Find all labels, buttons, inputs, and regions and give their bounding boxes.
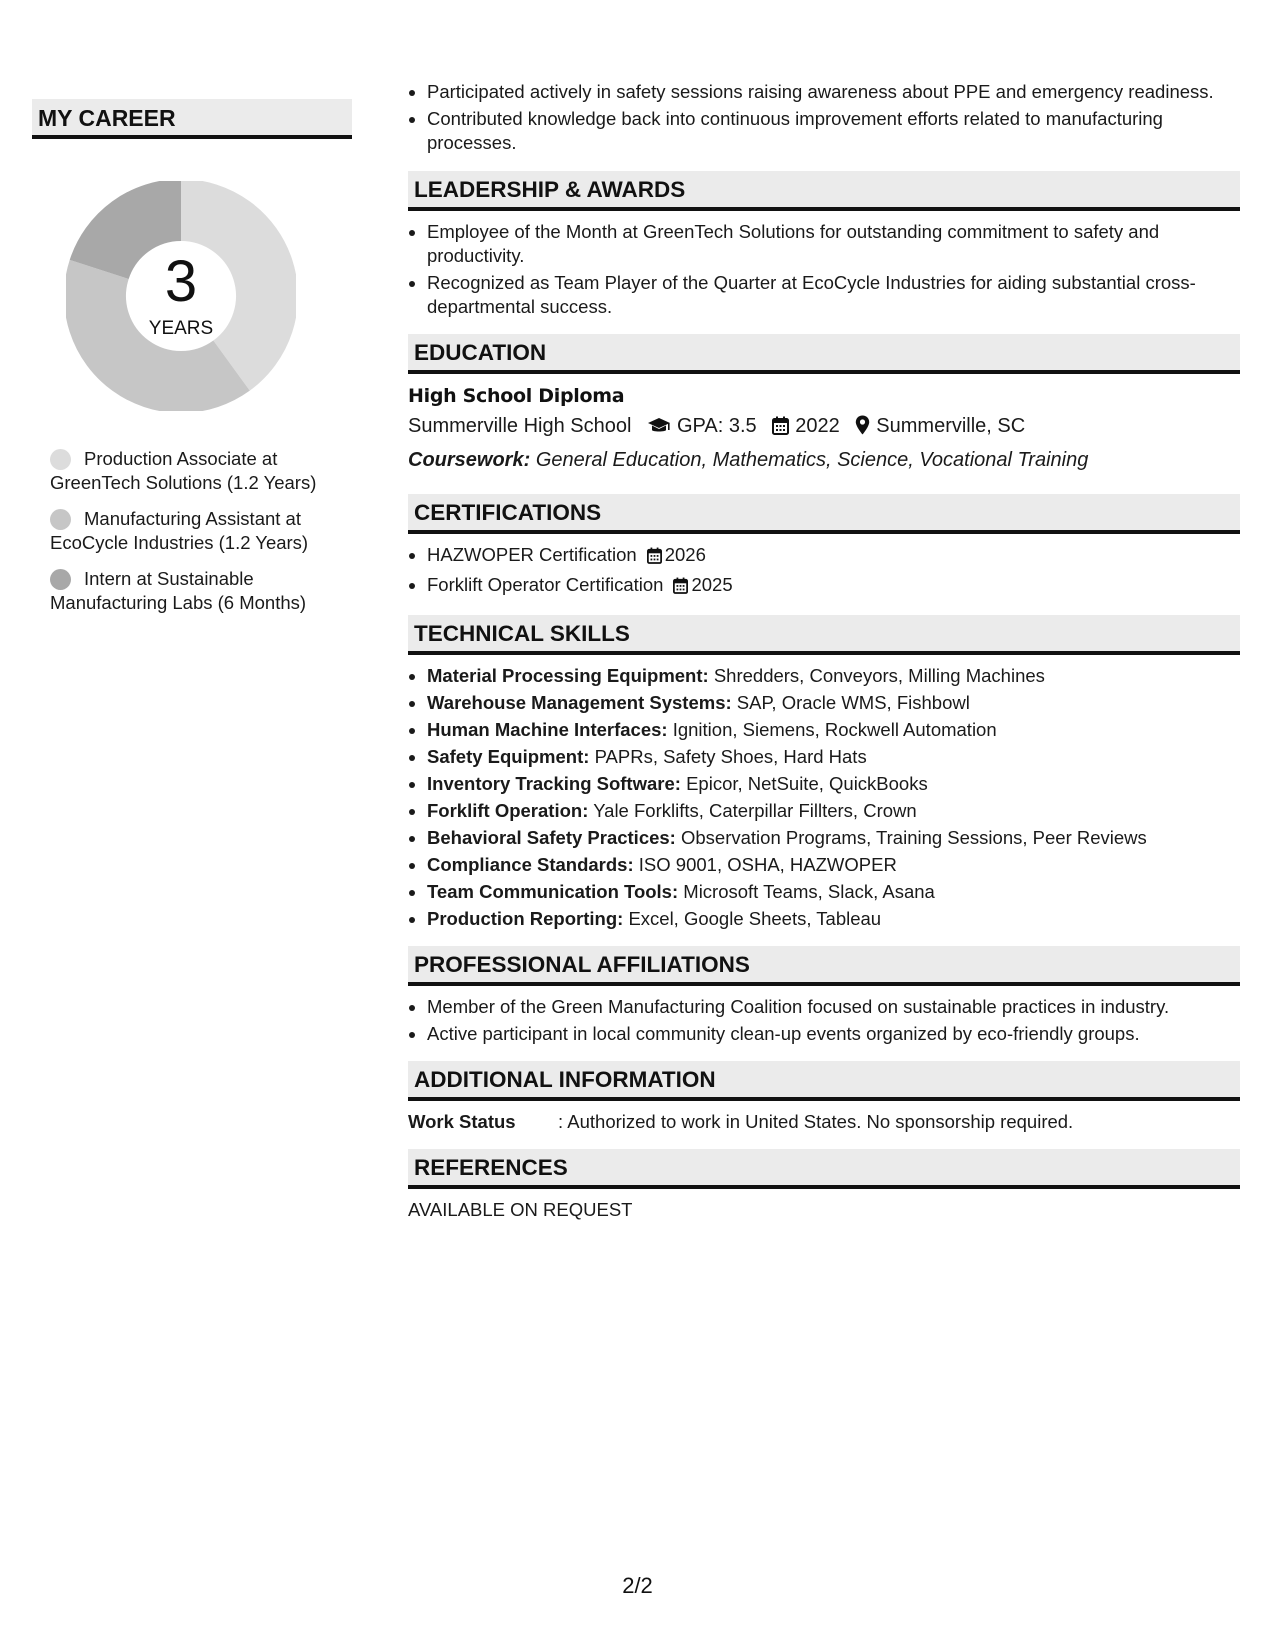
- list-item: • Member of the Green Manufacturing Coalition focused on sustainable practices in industry.: [427, 995, 1240, 1019]
- skill-label: Material Processing Equipment:: [427, 665, 709, 686]
- career-heading: MY CAREER: [32, 99, 352, 139]
- calendar-icon: [772, 415, 789, 443]
- list-item: [427, 772, 1240, 796]
- legend-item: [50, 447, 332, 495]
- skill-label: Warehouse Management Systems:: [427, 692, 732, 713]
- section-title: EDUCATION: [408, 334, 1240, 374]
- list-item: [427, 664, 1240, 688]
- years-unit: YEARS: [148, 318, 214, 339]
- education-section: [408, 334, 1240, 474]
- legend-dot-icon: [50, 569, 71, 590]
- list-item: [427, 853, 1240, 877]
- list-item: [427, 745, 1240, 769]
- list-item: [427, 718, 1240, 742]
- legend-item-text: Manufacturing Assistant at EcoCycle Industries (1.2 Years): [50, 508, 309, 553]
- list-item: [427, 880, 1240, 904]
- legend-item: [50, 507, 332, 555]
- certification-name: HAZWOPER Certification: [427, 544, 637, 565]
- graduation-year: 2022: [795, 415, 840, 437]
- work-status-label: Work Status: [408, 1111, 516, 1132]
- additional-info-section: [408, 1061, 1240, 1134]
- list-item: • Recognized as Team Player of the Quarter at EcoCycle Industries for aiding substantial cross-departmental success.: [427, 271, 1240, 319]
- graduation-cap-icon: [647, 415, 671, 443]
- references-section: [408, 1149, 1240, 1222]
- donut-center: [66, 181, 296, 411]
- work-status-row: [408, 1110, 1240, 1134]
- skill-value: Excel, Google Sheets, Tableau: [628, 908, 882, 929]
- skill-value: Observation Programs, Training Sessions, Peer Reviews: [681, 827, 1147, 848]
- leadership-section: [408, 171, 1240, 319]
- sidebar: [32, 99, 352, 627]
- legend-dot-icon: [50, 449, 71, 470]
- school-location: Summerville, SC: [876, 415, 1026, 437]
- page-number: 2/2: [622, 1573, 653, 1598]
- certification-name: Forklift Operator Certification: [427, 574, 664, 595]
- calendar-icon: [673, 576, 688, 600]
- work-status-value: : Authorized to work in United States. No sponsorship required.: [558, 1111, 1074, 1132]
- skill-label: Behavioral Safety Practices:: [427, 827, 676, 848]
- certification-year: 2025: [691, 574, 733, 595]
- affiliations-section: [408, 946, 1240, 1046]
- skill-value: PAPRs, Safety Shoes, Hard Hats: [594, 746, 867, 767]
- list-item: • Participated actively in safety sessions raising awareness about PPE and emergency readiness.: [427, 80, 1240, 104]
- list-item: [427, 573, 1240, 600]
- section-title: REFERENCES: [408, 1149, 1240, 1189]
- list-item: [427, 826, 1240, 850]
- legend-item-text: Intern at Sustainable Manufacturing Labs (6 Months): [50, 568, 307, 613]
- certifications-list: [408, 543, 1240, 600]
- list-item: • Contributed knowledge back into continuous improvement efforts related to manufacturing processes.: [427, 107, 1240, 155]
- skill-value: Ignition, Siemens, Rockwell Automation: [672, 719, 997, 740]
- legend-item-text: Production Associate at GreenTech Solutions (1.2 Years): [50, 448, 317, 493]
- skill-label: Inventory Tracking Software:: [427, 773, 681, 794]
- skill-value: Microsoft Teams, Slack, Asana: [683, 881, 935, 902]
- experience-continued-list: [408, 80, 1240, 155]
- skill-value: Epicor, NetSuite, QuickBooks: [686, 773, 928, 794]
- section-title: LEADERSHIP & AWARDS: [408, 171, 1240, 211]
- list-item: [427, 799, 1240, 823]
- skill-label: Team Communication Tools:: [427, 881, 679, 902]
- skill-value: Shredders, Conveyors, Milling Machines: [713, 665, 1045, 686]
- skill-label: Forklift Operation:: [427, 800, 589, 821]
- education-details: [408, 412, 1240, 443]
- affiliations-list: [408, 995, 1240, 1046]
- skill-value: ISO 9001, OSHA, HAZWOPER: [638, 854, 897, 875]
- coursework-label: Coursework:: [408, 449, 531, 471]
- skills-list: [408, 664, 1240, 931]
- certification-year: 2026: [664, 544, 706, 565]
- career-legend: [32, 447, 332, 615]
- coursework: [408, 446, 1240, 474]
- list-item: [427, 691, 1240, 715]
- skill-label: Production Reporting:: [427, 908, 624, 929]
- skill-value: Yale Forklifts, Caterpillar Fillters, Crown: [593, 800, 917, 821]
- legend-dot-icon: [50, 509, 71, 530]
- career-donut-chart: [66, 181, 296, 411]
- list-item: [427, 907, 1240, 931]
- certifications-section: [408, 494, 1240, 600]
- school-name: Summerville High School: [408, 415, 632, 437]
- list-item: • Active participant in local community clean-up events organized by eco-friendly groups.: [427, 1022, 1240, 1046]
- years-value: 3: [164, 249, 198, 314]
- main-column: [408, 80, 1240, 1237]
- degree-title: High School Diploma: [408, 385, 625, 407]
- map-pin-icon: [855, 415, 870, 443]
- skill-label: Compliance Standards:: [427, 854, 634, 875]
- section-title: CERTIFICATIONS: [408, 494, 1240, 534]
- calendar-icon: [647, 546, 662, 570]
- section-title: ADDITIONAL INFORMATION: [408, 1061, 1240, 1101]
- references-text: AVAILABLE ON REQUEST: [408, 1199, 633, 1220]
- skill-label: Safety Equipment:: [427, 746, 590, 767]
- leadership-list: [408, 220, 1240, 319]
- skill-label: Human Machine Interfaces:: [427, 719, 668, 740]
- list-item: • Employee of the Month at GreenTech Solutions for outstanding commitment to safety and productivity.: [427, 220, 1240, 268]
- coursework-value: General Education, Mathematics, Science, Vocational Training: [535, 449, 1089, 471]
- section-title: PROFESSIONAL AFFILIATIONS: [408, 946, 1240, 986]
- technical-skills-section: [408, 615, 1240, 931]
- legend-item: [50, 567, 332, 615]
- list-item: [427, 543, 1240, 570]
- gpa-value: GPA: 3.5: [676, 415, 757, 437]
- section-title: TECHNICAL SKILLS: [408, 615, 1240, 655]
- skill-value: SAP, Oracle WMS, Fishbowl: [736, 692, 970, 713]
